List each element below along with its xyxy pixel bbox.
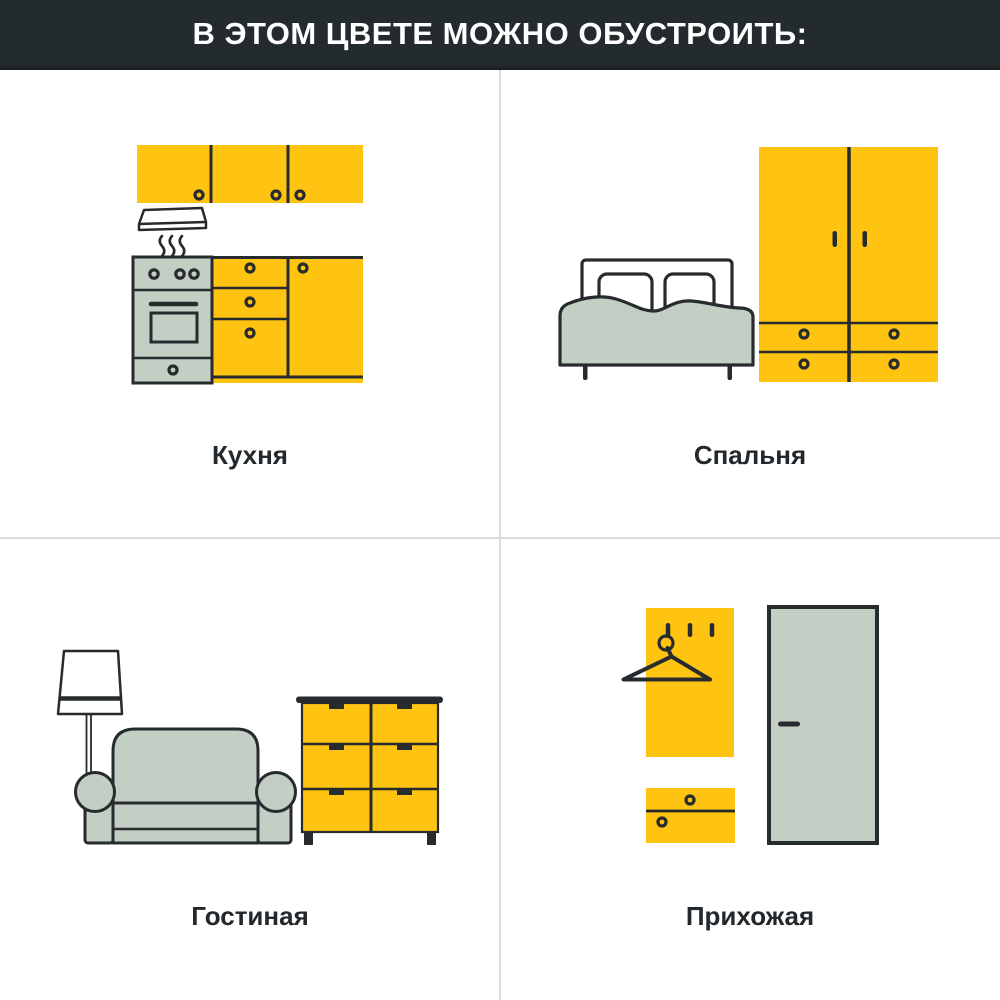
header-banner [0, 0, 1000, 70]
quadrant-hallway [500, 538, 1000, 1000]
bed-icon [560, 260, 753, 380]
stove-icon [133, 257, 212, 383]
header-title: В ЭТОМ ЦВЕТЕ МОЖНО ОБУСТРОИТЬ: [192, 15, 808, 51]
door-handle-icon [778, 722, 800, 727]
base-cabinets-icon [213, 256, 363, 383]
room-label-bedroom: Спальня [693, 440, 807, 470]
dresser-icon [296, 697, 443, 846]
hook-icon [688, 623, 693, 637]
quadrant-kitchen [0, 70, 500, 538]
range-hood-icon [139, 208, 206, 256]
room-label-kitchen: Кухня [212, 440, 288, 470]
hook-icon [710, 623, 715, 637]
room-label-hallway: Прихожая [685, 901, 815, 931]
door-icon [769, 607, 877, 843]
upper-cabinets-icon [137, 145, 363, 203]
steam-icon [160, 236, 185, 256]
room-label-living-room: Гостиная [191, 901, 309, 931]
coat-rack-icon [624, 608, 735, 757]
wardrobe-icon [759, 147, 938, 382]
quadrant-living-room [0, 538, 500, 1000]
quadrant-bedroom [500, 70, 1000, 538]
sofa-icon [76, 729, 296, 843]
shoe-cabinet-icon [646, 788, 735, 843]
